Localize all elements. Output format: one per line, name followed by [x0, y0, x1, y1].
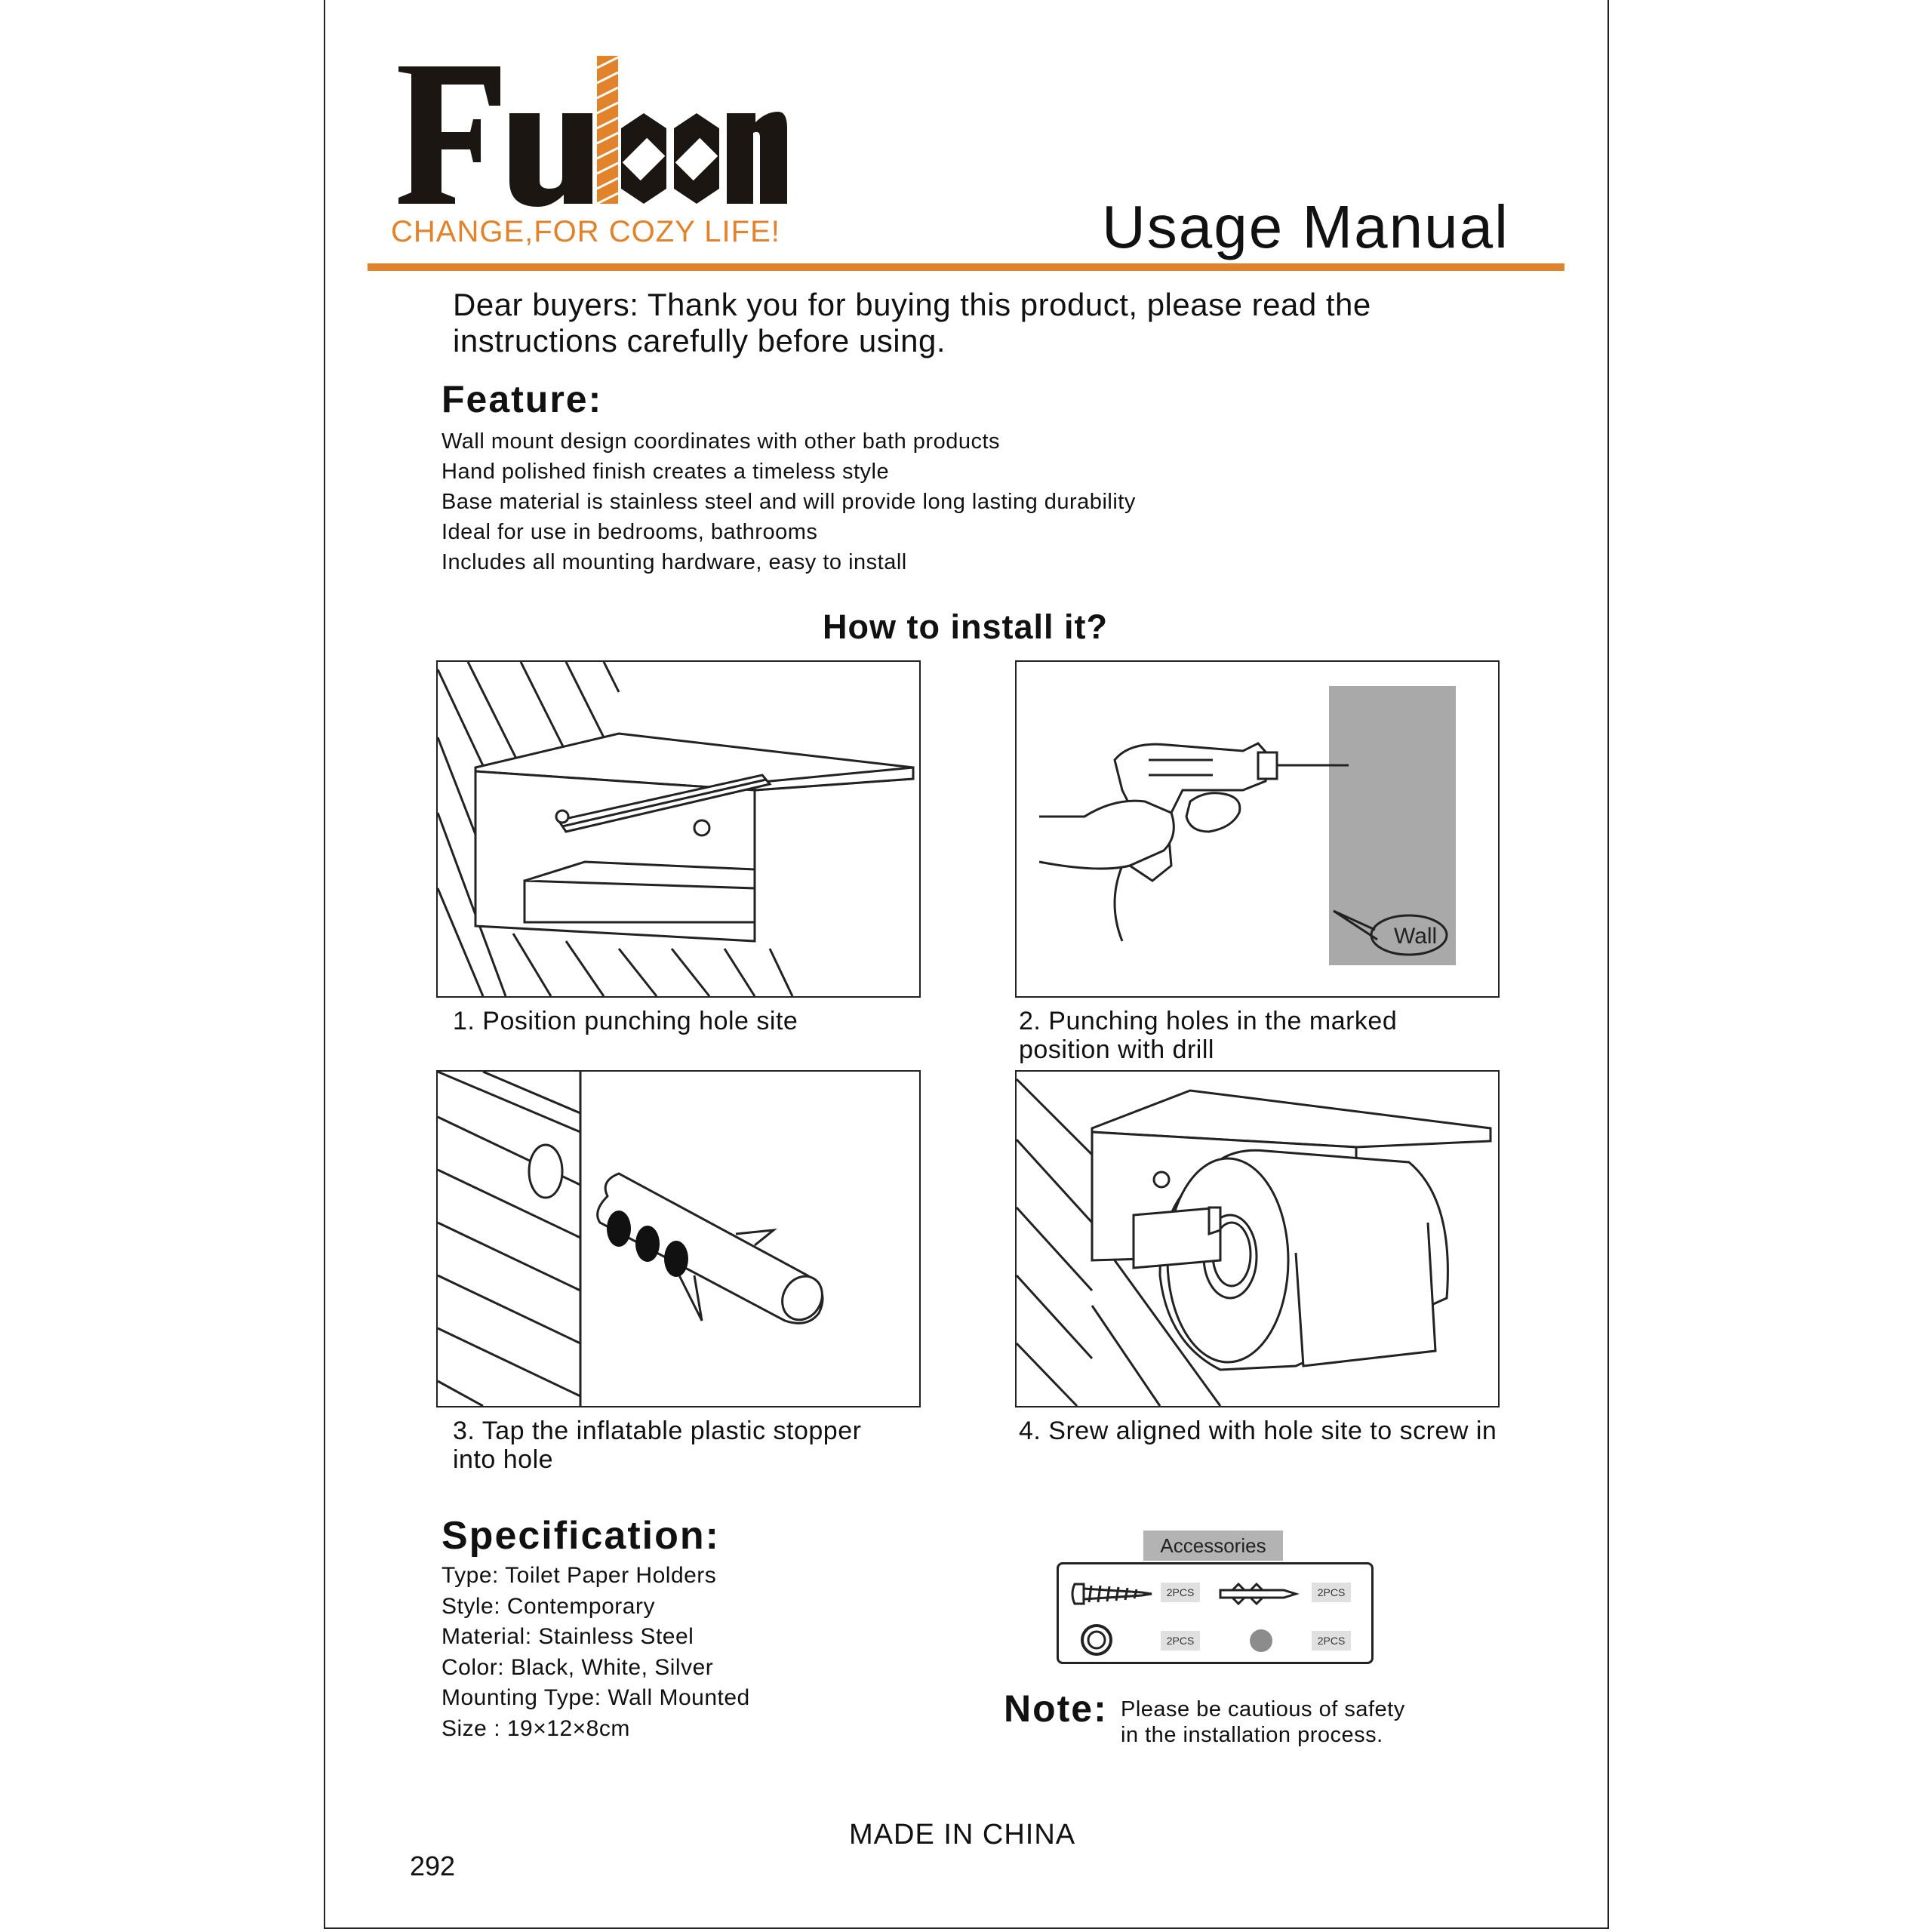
washer-qty: 2PCS	[1161, 1631, 1200, 1651]
header-divider	[368, 263, 1564, 271]
page-title: Usage Manual	[1102, 193, 1509, 260]
accessories-box	[1057, 1562, 1374, 1664]
spec-item: Size : 19×12×8cm	[441, 1715, 630, 1741]
wall-callout-label: Wall	[1394, 924, 1438, 949]
step-2-caption	[1019, 1007, 1397, 1064]
step-4-caption-line-1: 4. Srew aligned with hole site to screw in	[1019, 1417, 1497, 1445]
hand-icon	[1039, 793, 1240, 869]
step-4-illustration	[1015, 1070, 1500, 1407]
intro-line-2: instructions carefully before using.	[453, 323, 946, 358]
feature-list	[441, 426, 1136, 577]
specification-heading: Specification:	[441, 1514, 720, 1558]
specification-list	[441, 1561, 750, 1744]
brand-tagline: CHANGE,FOR COZY LIFE!	[391, 215, 780, 248]
note-heading: Note:	[1004, 1687, 1108, 1730]
spec-item: Color: Black, White, Silver	[441, 1654, 714, 1680]
intro-line-1: Dear buyers: Thank you for buying this product, please read the	[453, 287, 1371, 322]
step-2-illustration	[1015, 660, 1500, 998]
spec-item: Mounting Type: Wall Mounted	[441, 1685, 750, 1710]
wall-hatch	[438, 1072, 580, 1406]
feature-item: Includes all mounting hardware, easy to install	[441, 550, 907, 574]
feature-item: Ideal for use in bedrooms, bathrooms	[441, 520, 818, 544]
step-1-illustration	[436, 660, 921, 998]
screw-qty: 2PCS	[1161, 1583, 1200, 1602]
drilled-hole	[529, 1145, 562, 1198]
feature-item: Base material is stainless steel and will provide long lasting durability	[441, 490, 1136, 514]
note-line-1: Please be cautious of safety	[1121, 1697, 1405, 1721]
step-3-caption	[453, 1417, 861, 1474]
spec-item: Style: Contemporary	[441, 1593, 655, 1619]
wall-anchor-icon	[1217, 1578, 1300, 1610]
install-heading: How to install it?	[823, 608, 1108, 646]
grey-cap-icon	[1249, 1629, 1273, 1653]
step-2-caption-line-1: 2. Punching holes in the marked	[1019, 1007, 1398, 1035]
note-line-2: in the installation process.	[1121, 1723, 1383, 1747]
logo-text: Fuloon	[395, 43, 432, 56]
plastic-anchor-icon	[598, 1174, 830, 1327]
step-4-caption	[1019, 1417, 1497, 1445]
roll-spindle	[1134, 1208, 1220, 1268]
note-text	[1121, 1697, 1405, 1748]
made-in-label: MADE IN CHINA	[849, 1819, 1076, 1850]
step-1-caption	[453, 1007, 798, 1035]
step-3-illustration	[436, 1070, 921, 1407]
cap-qty: 2PCS	[1312, 1631, 1351, 1651]
holder-bracket	[475, 734, 913, 941]
ring-washer-icon	[1080, 1623, 1113, 1657]
accessories-label: Accessories	[1143, 1531, 1283, 1561]
intro-text	[453, 287, 1547, 359]
spec-item: Material: Stainless Steel	[441, 1624, 694, 1649]
screw-icon	[1070, 1578, 1153, 1610]
anchor-qty: 2PCS	[1312, 1583, 1351, 1602]
fuloon-logo	[395, 43, 787, 211]
step-3-caption-line-2: into hole	[453, 1445, 554, 1474]
page-number: 292	[410, 1850, 456, 1881]
step-2-caption-line-2: position with drill	[1019, 1035, 1214, 1064]
feature-item: Hand polished finish creates a timeless style	[441, 460, 890, 484]
step-3-caption-line-1: 3. Tap the inflatable plastic stopper	[453, 1417, 862, 1445]
feature-heading: Feature:	[441, 378, 603, 420]
spec-item: Type: Toilet Paper Holders	[441, 1563, 717, 1588]
step-1-caption-line-1: 1. Position punching hole site	[453, 1007, 798, 1035]
feature-item: Wall mount design coordinates with other bath products	[441, 429, 1001, 454]
